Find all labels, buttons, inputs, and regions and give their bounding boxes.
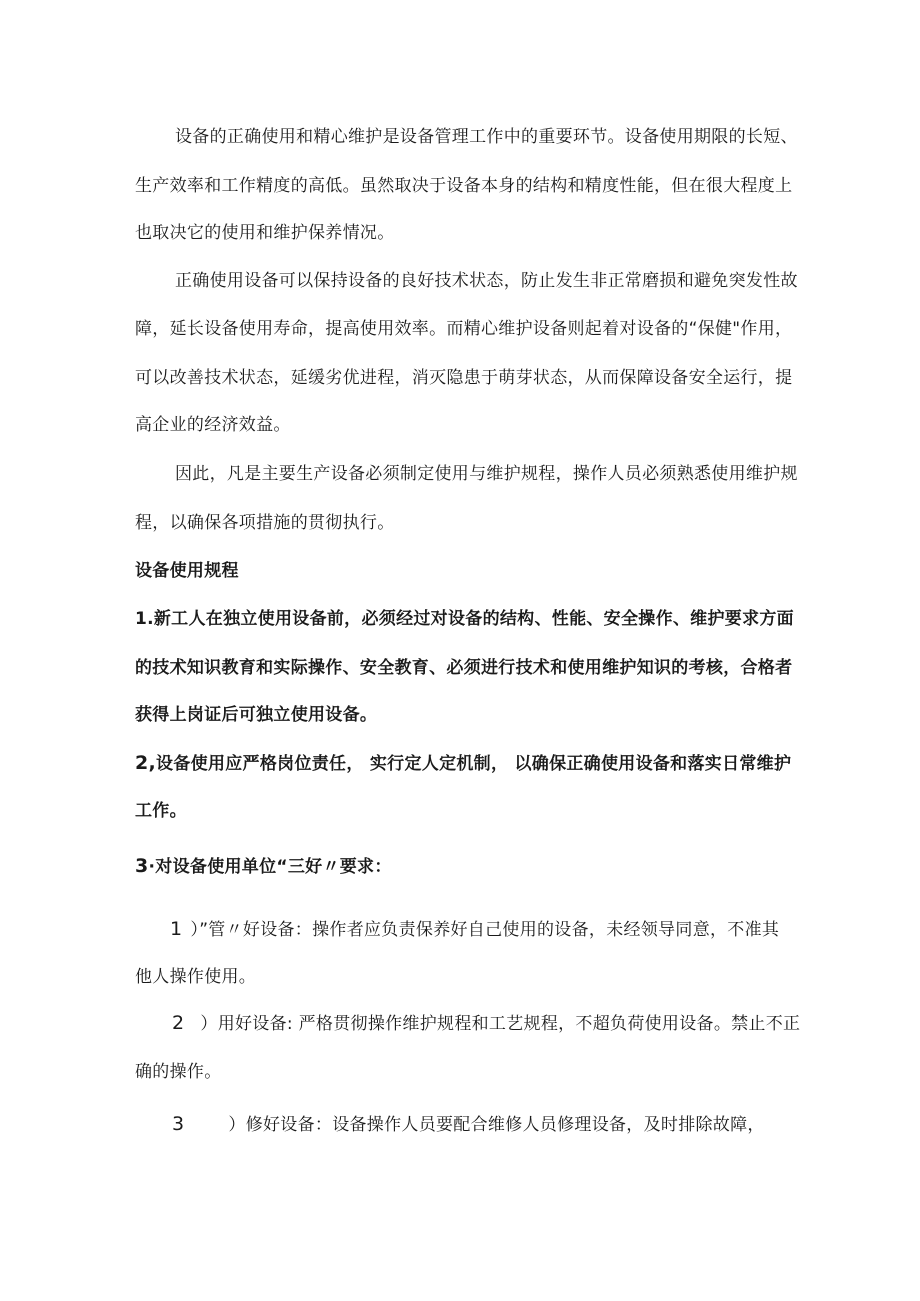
- paragraph-1-line-1: 设备的正确使用和精心维护是设备管理工作中的重要环节。设备使用期限的长短、: [175, 127, 798, 147]
- rule-2-number: 2,: [135, 752, 157, 774]
- item-3-number: 3: [172, 1113, 185, 1135]
- item-2-number: 2: [172, 1012, 185, 1034]
- item-3-text: ）修好设备：设备操作人员要配合维修人员修理设备，及时排除故障，: [228, 1115, 765, 1135]
- rule-2-text: 设备使用应严格岗位责任， 实行定人定机制， 以确保正确使用设备和落实日常维护: [156, 754, 792, 774]
- rule-3-number: 3: [135, 855, 149, 877]
- item-2-text: ）用好设备: 严格贯彻操作维护规程和工艺规程，不超负荷使用设备。禁止不正: [200, 1014, 801, 1034]
- rule-3-text: ·对设备使用单位“三好〃要求：: [148, 857, 392, 877]
- item-3-line: [172, 1113, 765, 1136]
- paragraph-1-line-2: 生产效率和工作精度的高低。虽然取决于设备本身的结构和精度性能，但在很大程度上: [135, 176, 793, 196]
- item-1-line-1: [170, 918, 779, 941]
- rule-1-line-2: 的技术知识教育和实际操作、安全教育、必须进行技术和使用维护知识的考核，合格者: [135, 658, 793, 678]
- rule-1-line-1: 1.新工人在独立使用设备前，必须经过对设备的结构、性能、安全操作、维护要求方面: [135, 609, 794, 629]
- paragraph-2-line-1: 正确使用设备可以保持设备的良好技术状态，防止发生非正常磨损和避免突发性故: [175, 271, 798, 291]
- item-1-line-2: 他人操作使用。: [135, 967, 257, 987]
- paragraph-2-line-4: 高企业的经济效益。: [135, 415, 291, 435]
- section-title: 设备使用规程: [135, 561, 239, 581]
- paragraph-3-line-2: 程，以确保各项措施的贯彻执行。: [135, 513, 395, 533]
- rule-2-line-2: 工作。: [135, 801, 187, 821]
- rule-2-line-1: [135, 752, 791, 775]
- rule-1-line-3: 获得上岗证后可独立使用设备。: [135, 705, 378, 725]
- item-2-line-2: 确的操作。: [135, 1062, 222, 1082]
- paragraph-2-line-3: 可以改善技术状态，延缓劣优进程，消灭隐患于萌芽状态，从而保障设备安全运行，提: [135, 368, 793, 388]
- item-1-text: ）”管〃好设备：操作者应负责保养好自己使用的设备，未经领导同意，不准其: [190, 920, 780, 940]
- item-1-number: 1: [170, 918, 183, 940]
- paragraph-3-line-1: 因此，凡是主要生产设备必须制定使用与维护规程，操作人员必须熟悉使用维护规: [175, 464, 798, 484]
- rule-3-line: [135, 855, 392, 878]
- paragraph-2-line-2: 障，延长设备使用寿命，提高使用效率。而精心维护设备则起着对设备的“保健"作用，: [135, 319, 793, 339]
- paragraph-1-line-3: 也取决它的使用和维护保养情况。: [135, 223, 395, 243]
- item-2-line-1: [172, 1012, 800, 1035]
